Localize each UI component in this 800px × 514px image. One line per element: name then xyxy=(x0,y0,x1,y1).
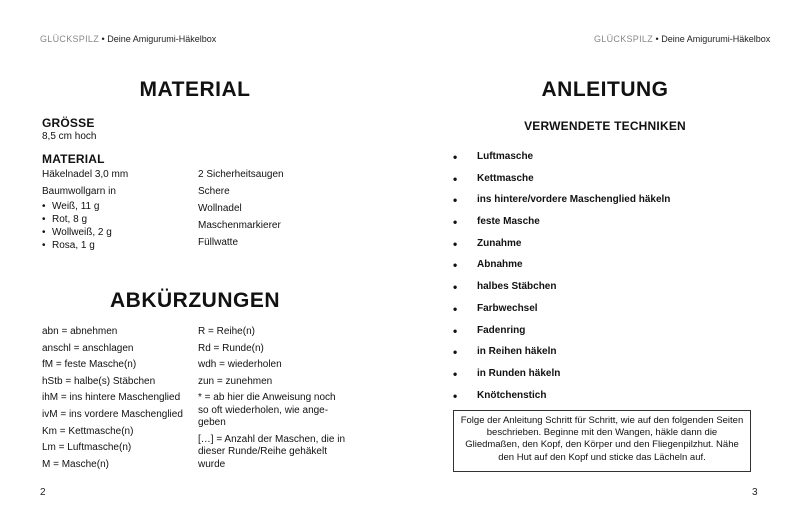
technique-item: • Kettmasche xyxy=(453,172,670,194)
technique-item: • feste Masche xyxy=(453,215,670,237)
technique-item: • Abnahme xyxy=(453,258,670,280)
page-number: 3 xyxy=(752,487,758,498)
abbreviations-column-2 xyxy=(198,324,368,473)
running-head xyxy=(594,34,770,44)
running-head-title: Deine Amigurumi-Häkelbox xyxy=(107,34,217,44)
techniques-heading: VERWENDETE TECHNIKEN xyxy=(524,119,686,133)
abbreviation-item: R = Reihe(n) xyxy=(198,326,255,337)
running-head-title: Deine Amigurumi-Häkelbox xyxy=(661,34,771,44)
page-number: 2 xyxy=(40,487,46,498)
abbreviation-item: […] = Anzahl der Maschen, die in dieser Runde/Reihe gehäkelt wurde xyxy=(198,433,346,470)
technique-item: • halbes Stäbchen xyxy=(453,280,670,302)
list-item: • Weiß, 11 g xyxy=(42,200,192,213)
running-head xyxy=(40,34,216,44)
material-heading: MATERIAL xyxy=(42,152,105,166)
abbreviation-item: ivM = ins vordere Maschenglied xyxy=(42,408,183,420)
abbreviation-item: fM = feste Masche(n) xyxy=(42,359,137,371)
running-head-brand: GLÜCKSPILZ xyxy=(594,34,654,44)
running-head-brand: GLÜCKSPILZ xyxy=(40,34,100,44)
abbreviation-item: Km = Kettmasche(n) xyxy=(42,425,134,437)
list-item: Maschenmarkierer xyxy=(198,220,281,231)
technique-item: • Fadenring xyxy=(453,324,670,346)
right-page xyxy=(400,0,800,514)
list-item: Wollnadel xyxy=(198,203,242,214)
abbreviation-item: ihM = ins hintere Maschenglied xyxy=(42,392,181,404)
material-column-2 xyxy=(198,166,358,251)
abbreviations-title: ABKÜRZUNGEN xyxy=(110,289,280,312)
yarn-list xyxy=(42,200,192,252)
list-item: • Rot, 8 g xyxy=(42,213,192,226)
list-item: • Wollweiß, 2 g xyxy=(42,226,192,239)
hook-line: Häkelnadel 3,0 mm xyxy=(42,169,129,180)
abbreviation-item: Rd = Runde(n) xyxy=(198,342,264,354)
list-item: • Rosa, 1 g xyxy=(42,239,192,252)
technique-item: • Luftmasche xyxy=(453,150,670,172)
abbreviation-item: zun = zunehmen xyxy=(198,375,273,387)
instructions-note-box: Folge der Anleitung Schritt für Schritt, wie auf den folgenden Seiten beschrieben. Beginne mit den Wangen, häkle dann die Gliedmaßen, den Kopf, den Körper und den Fliegenpilzhut. Nähe den Hut auf den Kopf und sticke das Lächeln auf. xyxy=(453,410,751,472)
technique-item: • Farbwechsel xyxy=(453,302,670,324)
abbreviation-item: hStb = halbe(s) Stäbchen xyxy=(42,375,156,387)
technique-item: • Zunahme xyxy=(453,237,670,259)
instructions-title: ANLEITUNG xyxy=(541,78,669,101)
material-column-1 xyxy=(42,166,192,252)
technique-item: • in Runden häkeln xyxy=(453,367,670,389)
abbreviation-item: wdh = wiederholen xyxy=(198,359,282,371)
technique-item: • Knötchenstich xyxy=(453,389,670,411)
material-title: MATERIAL xyxy=(139,78,251,101)
technique-item: • in Reihen häkeln xyxy=(453,345,670,367)
list-item: 2 Sicherheitsaugen xyxy=(198,169,284,180)
technique-item: • ins hintere/vordere Maschenglied häkeln xyxy=(453,193,670,215)
abbreviation-item: anschl = anschlagen xyxy=(42,342,134,354)
list-item: Schere xyxy=(198,186,230,197)
abbreviation-item: Lm = Luftmasche(n) xyxy=(42,442,132,454)
abbreviation-item: abn = abnehmen xyxy=(42,326,118,337)
abbreviation-item: * = ab hier die Anweisung noch so oft wiederholen, wie ange-geben xyxy=(198,392,336,429)
running-head-separator: • xyxy=(655,34,659,44)
techniques-list xyxy=(453,150,670,410)
size-value: 8,5 cm hoch xyxy=(42,131,97,142)
running-head-separator: • xyxy=(101,34,105,44)
abbreviation-item: M = Masche(n) xyxy=(42,458,109,470)
abbreviations-column-1 xyxy=(42,324,202,473)
yarn-intro: Baumwollgarn in xyxy=(42,186,116,197)
list-item: Füllwatte xyxy=(198,237,239,248)
size-heading: GRÖSSE xyxy=(42,116,95,130)
